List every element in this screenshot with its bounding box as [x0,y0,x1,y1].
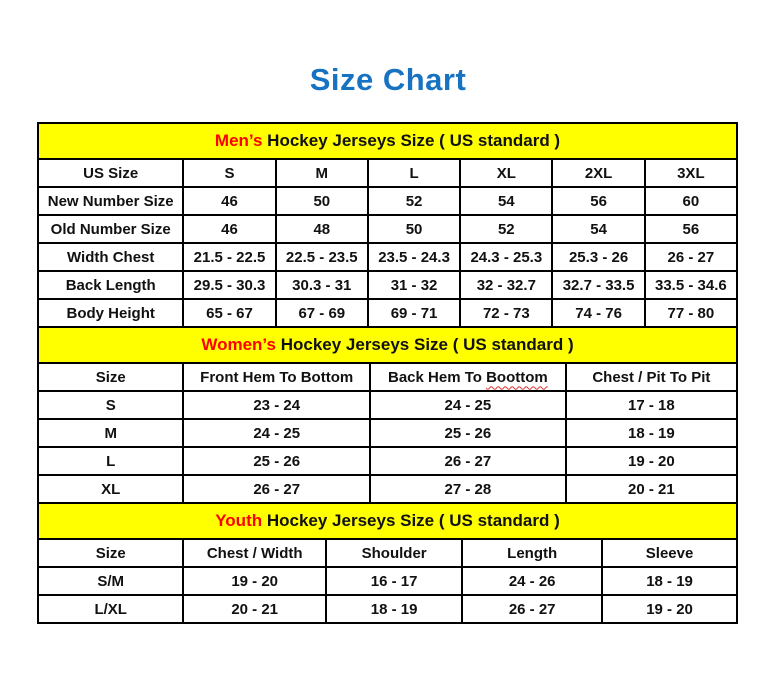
table-cell: 19 - 20 [566,447,737,475]
table-cell: 17 - 18 [566,391,737,419]
row-header: Old Number Size [38,215,183,243]
table-row [38,215,737,243]
table-cell: 26 - 27 [462,595,602,623]
table-cell: 72 - 73 [460,299,552,327]
column-header: 3XL [645,159,737,187]
womens-table-body [38,391,737,503]
womens-section-heading [38,327,737,363]
table-cell: 29.5 - 30.3 [183,271,275,299]
column-header: US Size [38,159,183,187]
table-row [38,187,737,215]
table-cell: 69 - 71 [368,299,460,327]
mens-section-heading-row [38,123,737,159]
table-cell: 18 - 19 [602,567,737,595]
table-row [38,391,737,419]
table-cell: 52 [368,187,460,215]
table-row [38,447,737,475]
mens-heading-accent: Men’s [214,131,263,150]
table-cell: 20 - 21 [183,595,326,623]
row-header: XL [38,475,183,503]
page-title: Size Chart [309,62,467,97]
table-cell: 26 - 27 [183,475,370,503]
table-cell: 31 - 32 [368,271,460,299]
table-cell: 24 - 25 [370,391,566,419]
table-cell: 25 - 26 [370,419,566,447]
table-cell: 23.5 - 24.3 [368,243,460,271]
table-cell: 32.7 - 33.5 [552,271,644,299]
table-cell: 65 - 67 [183,299,275,327]
table-cell: 24.3 - 25.3 [460,243,552,271]
table-row [38,419,737,447]
youth-heading-accent: Youth [215,511,263,530]
table-cell: 21.5 - 22.5 [183,243,275,271]
table-cell: 50 [368,215,460,243]
row-header: S [38,391,183,419]
youth-section-heading-row [38,503,737,539]
table-cell: 18 - 19 [326,595,462,623]
column-header: Length [462,539,602,567]
table-cell: 52 [460,215,552,243]
column-header: Size [38,363,183,391]
youth-column-header-row [38,539,737,567]
table-cell: 26 - 27 [645,243,737,271]
column-header: S [183,159,275,187]
mens-heading-rest: Hockey Jerseys Size ( US standard ) [262,131,561,150]
table-cell: 24 - 26 [462,567,602,595]
table-cell: 33.5 - 34.6 [645,271,737,299]
table-cell: 56 [552,187,644,215]
table-row [38,595,737,623]
mens-section-heading [38,123,737,159]
youth-heading-rest: Hockey Jerseys Size ( US standard ) [262,511,560,530]
column-header: Front Hem To Bottom [183,363,370,391]
table-row [38,271,737,299]
column-header: M [276,159,368,187]
table-cell: 19 - 20 [183,567,326,595]
table-cell: 60 [645,187,737,215]
row-header: New Number Size [38,187,183,215]
youth-section-heading [38,503,737,539]
table-row [38,567,737,595]
row-header: Width Chest [38,243,183,271]
table-cell: 25 - 26 [183,447,370,475]
table-cell: 32 - 32.7 [460,271,552,299]
womens-column-header-row [38,363,737,391]
table-cell: 74 - 76 [552,299,644,327]
womens-heading-accent: Women’s [201,335,276,354]
table-cell: 30.3 - 31 [276,271,368,299]
table-cell: 54 [552,215,644,243]
column-header: L [368,159,460,187]
table-cell: 18 - 19 [566,419,737,447]
youth-size-table [37,502,738,624]
size-chart [37,122,738,624]
table-cell: 23 - 24 [183,391,370,419]
row-header: Back Length [38,271,183,299]
womens-size-table [37,326,738,504]
womens-section-heading-row [38,327,737,363]
column-header: Sleeve [602,539,737,567]
table-cell: 67 - 69 [276,299,368,327]
column-header: Chest / Width [183,539,326,567]
table-cell: 20 - 21 [566,475,737,503]
table-row [38,243,737,271]
column-header: Back Hem To Boottom [370,363,566,391]
table-cell: 26 - 27 [370,447,566,475]
row-header: L [38,447,183,475]
table-cell: 77 - 80 [645,299,737,327]
table-cell: 19 - 20 [602,595,737,623]
misspelled-word: Boottom [486,368,548,386]
table-cell: 46 [183,215,275,243]
row-header: Body Height [38,299,183,327]
mens-size-table [37,122,738,328]
table-cell: 56 [645,215,737,243]
table-row [38,475,737,503]
table-row [38,299,737,327]
mens-column-header-row [38,159,737,187]
womens-heading-rest: Hockey Jerseys Size ( US standard ) [275,335,574,354]
column-header: Chest / Pit To Pit [566,363,737,391]
table-cell: 24 - 25 [183,419,370,447]
column-header: 2XL [552,159,644,187]
column-header: Shoulder [326,539,462,567]
table-cell: 48 [276,215,368,243]
row-header: S/M [38,567,183,595]
youth-table-body [38,567,737,623]
table-cell: 25.3 - 26 [552,243,644,271]
table-cell: 27 - 28 [370,475,566,503]
table-cell: 54 [460,187,552,215]
column-header: Size [38,539,183,567]
table-cell: 46 [183,187,275,215]
table-cell: 50 [276,187,368,215]
row-header: M [38,419,183,447]
mens-table-body [38,187,737,327]
table-cell: 22.5 - 23.5 [276,243,368,271]
table-cell: 16 - 17 [326,567,462,595]
row-header: L/XL [38,595,183,623]
column-header: XL [460,159,552,187]
